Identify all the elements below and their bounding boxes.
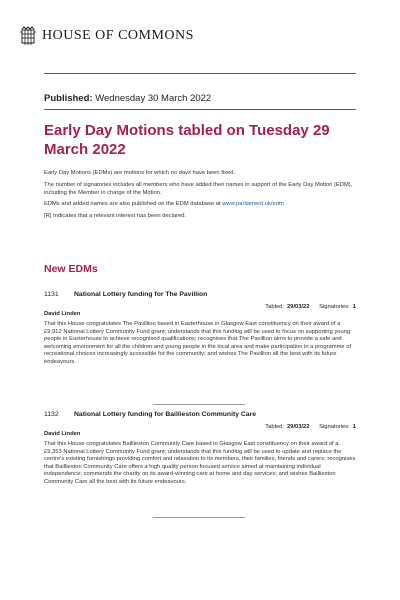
edm-sponsor: David Linden	[44, 311, 81, 317]
intro-paragraph: Early Day Motions (EDMs) are motions for which no days have been fixed.	[44, 170, 236, 176]
org-name: HOUSE OF COMMONS	[42, 28, 194, 43]
intro-paragraph: [R] Indicates that a relevant interest has been declared.	[44, 212, 187, 219]
signatories-label: Signatories:	[319, 424, 350, 430]
edm-meta	[44, 304, 356, 310]
page-header	[20, 26, 194, 46]
tabled-date: 29/03/22	[286, 304, 310, 310]
edm-header	[44, 291, 356, 298]
edm-sponsor: David Linden	[44, 431, 81, 437]
edm-title: National Lottery funding for The Pavillion	[74, 291, 208, 298]
edm-meta	[44, 424, 356, 430]
edm-text: That this House congratulates Baillieston Community Care based in Glasgow East constituency on their award of a £9,353 National Lottery Community Fund grant; understands that this funding will be used to update and replace the centre's existing furnishings providing comfort and relaxation to its members, their families, friends and carers; recognises that Baillieston Community Care offers a high quality person focused service aimed at maintaining individual independence; commends the charity on its award-winning care at home and day services; and wishes Baillieston Community Care all the best with its future endeavours.	[44, 441, 356, 485]
tabled-date: 29/03/22	[286, 424, 310, 430]
signatories-label: Signatories:	[319, 304, 350, 310]
published-date: Wednesday 30 March 2022	[95, 93, 212, 104]
edm-database-link[interactable]: www.parliament.uk/edm	[222, 201, 284, 207]
tabled-label: Tabled:	[265, 424, 284, 430]
portcullis-logo-icon	[20, 26, 36, 46]
edm-number: 1132	[44, 411, 59, 418]
published-rule	[44, 109, 356, 110]
page-title: Early Day Motions tabled on Tuesday 29 March 2022	[44, 122, 330, 158]
section-heading: New EDMs	[44, 263, 98, 275]
signatories-count: 1	[352, 424, 356, 430]
edm-title: National Lottery funding for Baillieston Community Care	[74, 411, 257, 418]
edm-divider	[153, 404, 245, 405]
edm-entry	[44, 291, 356, 367]
intro-text: EDMs and added names are also published on the EDM database at	[44, 201, 223, 207]
edm-number: 1131	[44, 291, 59, 298]
intro-paragraph: The number of signatories includes all members who have added their names in support of the Early Day Motion (EDM), including the Member in charge of the Motion.	[44, 181, 353, 196]
edm-entry	[44, 411, 356, 487]
signatories-count: 1	[352, 304, 356, 310]
edm-text: That this House congratulates The Pavillion based in Easterhouse in Glasgow East constituency on their award of a £9,912 National Lottery Community Fund grant; understands that this funding will be used to focus on supporting young people in Easterhouse to achieve recognised qualifications; recognises that The Pavillion aims to provide a safe and welcoming environment for all the children and young people in the local area and make participation in a programme of recreational choices increasingly accessible for the community; and wishes The Pavillion all the best with its future endeavours.	[44, 321, 352, 365]
edm-divider	[153, 517, 245, 518]
published-label: Published:	[44, 93, 93, 104]
tabled-label: Tabled:	[265, 304, 284, 310]
published-line	[44, 93, 211, 104]
intro-paragraph	[44, 200, 360, 208]
edm-header	[44, 411, 356, 418]
intro-block	[44, 169, 360, 223]
top-rule	[44, 73, 356, 74]
